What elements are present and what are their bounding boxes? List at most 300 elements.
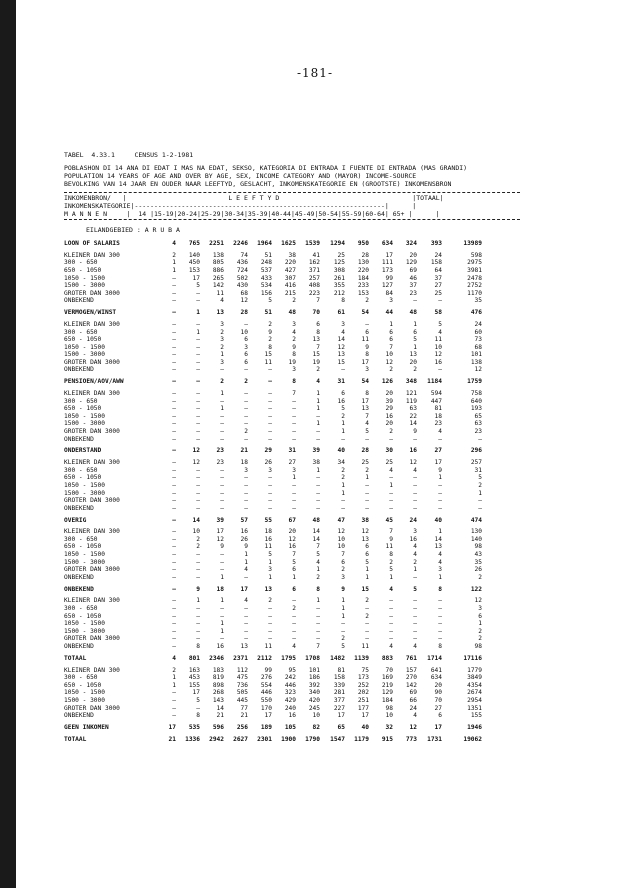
cell-value: 1: [341, 481, 345, 489]
cell-total: 3981: [467, 266, 482, 274]
cell-value: 44: [385, 309, 393, 317]
cell-value: 534: [260, 282, 272, 290]
cell-value: 12: [409, 723, 417, 731]
cell-value: 17: [240, 585, 248, 593]
row-label: 650 - 1050: [64, 543, 102, 551]
cell-value: –: [244, 397, 248, 405]
cell-total: 17116: [463, 654, 482, 662]
cell-value: 77: [240, 704, 248, 712]
row-label: 300 - 650: [64, 535, 98, 543]
cell-value: 9: [196, 585, 200, 593]
cell-value: –: [365, 497, 369, 505]
cell-value: 1: [413, 566, 417, 574]
table-row: [64, 398, 520, 406]
cell-value: 3: [244, 343, 248, 351]
cell-value: 15: [312, 351, 320, 359]
table-row: [64, 559, 520, 567]
cell-value: 7: [316, 297, 320, 305]
cell-value: 34: [337, 459, 345, 467]
cell-value: 23: [434, 420, 442, 428]
cell-value: 4: [389, 466, 393, 474]
cell-value: 5: [365, 558, 369, 566]
cell-value: 550: [260, 696, 272, 704]
cell-total: 193: [470, 405, 482, 413]
row-label: ONDERSTAND: [64, 447, 102, 455]
cell-value: 2: [365, 597, 369, 605]
cell-value: –: [172, 504, 176, 512]
cell-value: 7: [292, 390, 296, 398]
cell-total: –: [478, 435, 482, 443]
cell-total: 474: [470, 516, 482, 524]
cell-value: –: [172, 551, 176, 559]
cell-value: 3: [244, 466, 248, 474]
data-table: [64, 240, 520, 743]
cell-value: –: [413, 620, 417, 628]
cell-value: –: [292, 405, 296, 413]
cell-value: 48: [288, 309, 296, 317]
cell-value: –: [220, 481, 224, 489]
cell-value: 17: [434, 459, 442, 467]
cell-value: 1: [268, 573, 272, 581]
cell-value: 408: [308, 282, 320, 290]
cell-value: 4: [172, 240, 176, 247]
cell-value: –: [316, 412, 320, 420]
cell-value: 3: [292, 320, 296, 328]
cell-value: –: [244, 420, 248, 428]
table-label-line: [64, 151, 193, 159]
cell-value: 248: [260, 259, 272, 267]
cell-value: –: [172, 343, 176, 351]
cell-total: 1351: [467, 704, 482, 712]
cell-value: 12: [240, 297, 248, 305]
cell-value: –: [172, 358, 176, 366]
cell-value: 8: [365, 351, 369, 359]
cell-value: 429: [284, 696, 296, 704]
cell-value: –: [220, 428, 224, 435]
cell-value: –: [172, 336, 176, 344]
table-row: [64, 351, 520, 359]
cell-value: 1: [292, 573, 296, 581]
table-row: [64, 436, 520, 444]
cell-value: 3: [389, 297, 393, 305]
cell-value: 11: [434, 336, 442, 344]
cell-value: 4: [438, 551, 442, 559]
cell-value: 554: [260, 681, 272, 689]
cell-value: –: [196, 489, 200, 497]
cell-value: 16: [264, 535, 272, 543]
cell-value: 233: [357, 282, 369, 290]
cell-value: 2627: [233, 735, 248, 743]
cell-value: –: [389, 497, 393, 505]
cell-value: 5: [268, 297, 272, 305]
cell-value: 13: [361, 535, 369, 543]
cell-value: 1139: [354, 654, 369, 662]
cell-value: 12: [434, 351, 442, 359]
cell-value: 16: [240, 528, 248, 536]
cell-value: –: [244, 390, 248, 398]
cell-value: –: [244, 405, 248, 413]
row-label: 1500 - 3000: [64, 558, 105, 566]
cell-value: –: [172, 481, 176, 489]
cell-value: 261: [333, 274, 345, 282]
cell-value: –: [413, 297, 417, 305]
cell-value: –: [196, 627, 200, 635]
header-bottom-rule: [64, 219, 520, 220]
cell-total: 13989: [463, 240, 482, 247]
header-line-3: M A N N E N | 14 |15-19|20-24|25-29|30-34|35-39|40-44|45-49|50-54|55-59|60-64| 65+ | |: [64, 210, 440, 218]
cell-value: –: [268, 397, 272, 405]
cell-value: –: [316, 627, 320, 635]
cell-value: –: [413, 504, 417, 512]
cell-value: 220: [357, 266, 369, 274]
cell-total: 1779: [467, 666, 482, 674]
cell-value: 4: [292, 328, 296, 336]
cell-value: –: [220, 504, 224, 512]
cell-value: 447: [430, 397, 442, 405]
cell-value: 17: [264, 712, 272, 720]
table-row: [64, 366, 520, 374]
row-label: 1500 - 3000: [64, 696, 105, 704]
cell-value: 1790: [305, 735, 320, 743]
cell-value: –: [172, 412, 176, 420]
cell-value: 2: [316, 573, 320, 581]
cell-value: –: [365, 627, 369, 635]
cell-value: 41: [312, 251, 320, 259]
cell-value: 2: [341, 412, 345, 420]
cell-value: 1: [220, 351, 224, 359]
cell-total: 4354: [467, 681, 482, 689]
cell-value: 112: [236, 666, 248, 674]
cell-value: –: [196, 351, 200, 359]
cell-value: 505: [236, 689, 248, 697]
cell-total: 122: [470, 585, 482, 593]
cell-value: –: [172, 405, 176, 413]
cell-value: 28: [361, 447, 369, 455]
cell-value: –: [172, 543, 176, 551]
cell-value: 9: [365, 343, 369, 351]
cell-value: 2301: [257, 735, 272, 743]
cell-value: 3: [365, 366, 369, 374]
cell-value: 10: [337, 543, 345, 551]
cell-value: 20: [385, 390, 393, 398]
cell-value: 950: [357, 240, 369, 247]
cell-value: 9: [413, 428, 417, 435]
cell-total: 1: [478, 620, 482, 628]
cell-value: –: [172, 489, 176, 497]
cell-value: –: [172, 612, 176, 620]
cell-value: 8: [196, 642, 200, 650]
cell-value: 2: [172, 251, 176, 259]
cell-value: –: [196, 343, 200, 351]
cell-value: –: [172, 620, 176, 628]
cell-value: –: [244, 435, 248, 443]
cell-value: 5: [196, 696, 200, 704]
cell-value: –: [196, 635, 200, 643]
cell-value: 8: [341, 297, 345, 305]
cell-value: –: [172, 459, 176, 467]
cell-value: 12: [216, 535, 224, 543]
cell-value: –: [244, 612, 248, 620]
cell-value: 16: [409, 535, 417, 543]
header-top-rule: [64, 192, 520, 193]
row-label: GROTER DAN 3000: [64, 428, 120, 435]
cell-value: 16: [288, 543, 296, 551]
cell-value: 1: [438, 528, 442, 536]
cell-value: 18: [264, 528, 272, 536]
table-row: [64, 413, 520, 421]
cell-value: 54: [361, 309, 369, 317]
cell-value: 6: [341, 390, 345, 398]
cell-total: 65: [474, 412, 482, 420]
cell-value: –: [172, 366, 176, 374]
cell-value: –: [341, 620, 345, 628]
cell-value: 29: [264, 447, 272, 455]
table-row: [64, 359, 520, 367]
cell-total: 6: [478, 612, 482, 620]
cell-value: –: [244, 620, 248, 628]
cell-value: –: [413, 481, 417, 489]
cell-total: 640: [470, 397, 482, 405]
cell-value: 138: [212, 251, 224, 259]
cell-value: 219: [381, 681, 393, 689]
cell-value: –: [268, 390, 272, 398]
cell-value: 13: [337, 351, 345, 359]
cell-value: 4: [413, 642, 417, 650]
cell-value: 7: [389, 343, 393, 351]
cell-value: 10: [434, 343, 442, 351]
table-row: [64, 459, 520, 467]
row-label: GROTER DAN 3000: [64, 497, 120, 505]
cell-value: 20: [288, 528, 296, 536]
cell-value: 3: [438, 566, 442, 574]
cell-value: 39: [216, 516, 224, 524]
cell-value: 105: [284, 723, 296, 731]
cell-value: –: [172, 435, 176, 443]
section-row: [64, 309, 520, 317]
cell-value: 162: [308, 259, 320, 267]
cell-value: –: [316, 504, 320, 512]
page-number: -181-: [296, 66, 333, 80]
cell-value: 61: [337, 309, 345, 317]
cell-value: –: [172, 466, 176, 474]
cell-value: 270: [405, 674, 417, 682]
cell-value: –: [292, 635, 296, 643]
cell-value: –: [365, 605, 369, 612]
cell-value: 69: [409, 266, 417, 274]
row-label: ONBEKEND: [64, 642, 94, 650]
cell-value: –: [341, 504, 345, 512]
cell-value: 158: [333, 674, 345, 682]
cell-value: 805: [212, 259, 224, 267]
title-line-3: BEVOLKING VAN 14 JAAR EN OUDER NAAR LEEFTYD, GESLACHT, INKOMENSKATEGORIE EN (GROOTSTE) INKOMENSBRON: [64, 180, 452, 188]
row-label: GROTER DAN 3000: [64, 358, 120, 366]
cell-value: 2: [292, 605, 296, 612]
table-row: [64, 490, 520, 498]
row-label: ONBEKEND: [64, 585, 94, 593]
table-row: [64, 482, 520, 490]
row-label: 1050 - 1500: [64, 620, 105, 628]
cell-value: 502: [236, 274, 248, 282]
cell-value: 11: [361, 336, 369, 344]
row-label: KLEINER DAN 300: [64, 251, 120, 259]
cell-value: –: [292, 620, 296, 628]
cell-value: 308: [333, 266, 345, 274]
cell-value: 6: [389, 328, 393, 336]
cell-value: 11: [385, 543, 393, 551]
cell-value: –: [196, 336, 200, 344]
cell-total: 476: [470, 309, 482, 317]
cell-value: 15: [337, 358, 345, 366]
cell-value: 4: [172, 654, 176, 662]
cell-value: 1714: [427, 654, 442, 662]
row-label: ONBEKEND: [64, 504, 94, 512]
cell-value: 29: [385, 405, 393, 413]
cell-value: 8: [268, 343, 272, 351]
table-row: [64, 267, 520, 275]
table-row: [64, 597, 520, 605]
cell-value: 10: [192, 528, 200, 536]
cell-value: 142: [212, 282, 224, 290]
cell-value: 24: [409, 704, 417, 712]
cell-value: –: [389, 620, 393, 628]
cell-value: 10: [337, 535, 345, 543]
row-label: KLEINER DAN 300: [64, 597, 120, 605]
cell-value: 11: [216, 289, 224, 297]
cell-total: 2752: [467, 282, 482, 290]
cell-value: 1: [413, 343, 417, 351]
cell-total: 2: [478, 481, 482, 489]
cell-value: –: [244, 504, 248, 512]
cell-value: 14: [312, 528, 320, 536]
cell-value: 3: [292, 466, 296, 474]
cell-value: 39: [312, 447, 320, 455]
cell-value: –: [316, 605, 320, 612]
cell-value: 23: [409, 289, 417, 297]
row-label: PENSIOEN/AOV/AWW: [64, 378, 124, 386]
cell-value: –: [268, 497, 272, 505]
cell-value: 184: [381, 696, 393, 704]
cell-value: –: [413, 612, 417, 620]
cell-value: 2112: [257, 654, 272, 662]
cell-value: 18: [216, 585, 224, 593]
table-row: [64, 420, 520, 428]
cell-value: 2: [316, 366, 320, 374]
cell-value: –: [413, 573, 417, 581]
cell-value: –: [316, 489, 320, 497]
cell-value: 3: [268, 466, 272, 474]
cell-value: –: [438, 635, 442, 643]
cell-value: –: [244, 474, 248, 482]
cell-value: –: [413, 489, 417, 497]
cell-total: 12: [474, 366, 482, 374]
cell-value: 3: [220, 320, 224, 328]
cell-value: 257: [308, 274, 320, 282]
cell-value: 14: [312, 535, 320, 543]
cell-value: 251: [357, 696, 369, 704]
cell-value: 82: [312, 723, 320, 731]
row-label: TOTAAL: [64, 735, 87, 743]
cell-value: –: [438, 605, 442, 612]
cell-value: 5: [413, 585, 417, 593]
cell-value: 256: [236, 723, 248, 731]
cell-value: 1900: [281, 735, 296, 743]
row-label: 1500 - 3000: [64, 489, 105, 497]
cell-value: –: [438, 435, 442, 443]
cell-value: –: [438, 366, 442, 374]
cell-value: 20: [434, 681, 442, 689]
cell-value: 95: [288, 666, 296, 674]
cell-value: 2: [244, 428, 248, 435]
row-label: 300 - 650: [64, 466, 98, 474]
cell-value: 157: [405, 666, 417, 674]
table-row: [64, 574, 520, 582]
cell-value: –: [172, 585, 176, 593]
cell-value: –: [268, 435, 272, 443]
cell-value: 14: [192, 516, 200, 524]
cell-value: 1: [316, 405, 320, 413]
cell-total: 140: [470, 535, 482, 543]
cell-value: 32: [385, 723, 393, 731]
cell-value: 5: [413, 336, 417, 344]
row-label: 650 - 1050: [64, 336, 102, 344]
cell-value: 2: [413, 366, 417, 374]
table-row: [64, 643, 520, 651]
cell-value: –: [389, 474, 393, 482]
cell-value: 245: [308, 704, 320, 712]
cell-value: 2: [413, 558, 417, 566]
cell-value: 26: [240, 535, 248, 543]
cell-value: 99: [264, 666, 272, 674]
row-label: GROTER DAN 3000: [64, 704, 120, 712]
cell-total: 35: [474, 297, 482, 305]
cell-value: 1539: [305, 240, 320, 247]
cell-value: –: [316, 474, 320, 482]
cell-value: 51: [264, 309, 272, 317]
cell-value: 14: [434, 535, 442, 543]
cell-value: 17: [361, 397, 369, 405]
cell-value: 2: [220, 378, 224, 386]
cell-value: 99: [385, 274, 393, 282]
cell-value: 16: [434, 358, 442, 366]
cell-value: 13: [216, 309, 224, 317]
cell-value: 38: [312, 459, 320, 467]
cell-value: 16: [337, 397, 345, 405]
cell-value: –: [389, 489, 393, 497]
cell-value: 9: [244, 543, 248, 551]
cell-value: 1: [341, 605, 345, 612]
cell-value: 736: [236, 681, 248, 689]
cell-value: –: [389, 504, 393, 512]
cell-total: 758: [470, 390, 482, 398]
row-label: OVERIG: [64, 516, 87, 524]
cell-value: –: [438, 489, 442, 497]
cell-value: –: [365, 435, 369, 443]
cell-value: 5: [438, 320, 442, 328]
row-label: 1050 - 1500: [64, 481, 105, 489]
cell-value: 4: [413, 712, 417, 720]
cell-value: 446: [260, 689, 272, 697]
cell-value: 25: [385, 459, 393, 467]
cell-value: –: [220, 412, 224, 420]
cell-value: –: [196, 566, 200, 574]
cell-value: 1: [438, 573, 442, 581]
cell-value: 6: [365, 328, 369, 336]
cell-value: 27: [434, 704, 442, 712]
cell-value: 21: [240, 712, 248, 720]
cell-value: 371: [308, 266, 320, 274]
cell-value: –: [244, 481, 248, 489]
table-row: [64, 667, 520, 675]
